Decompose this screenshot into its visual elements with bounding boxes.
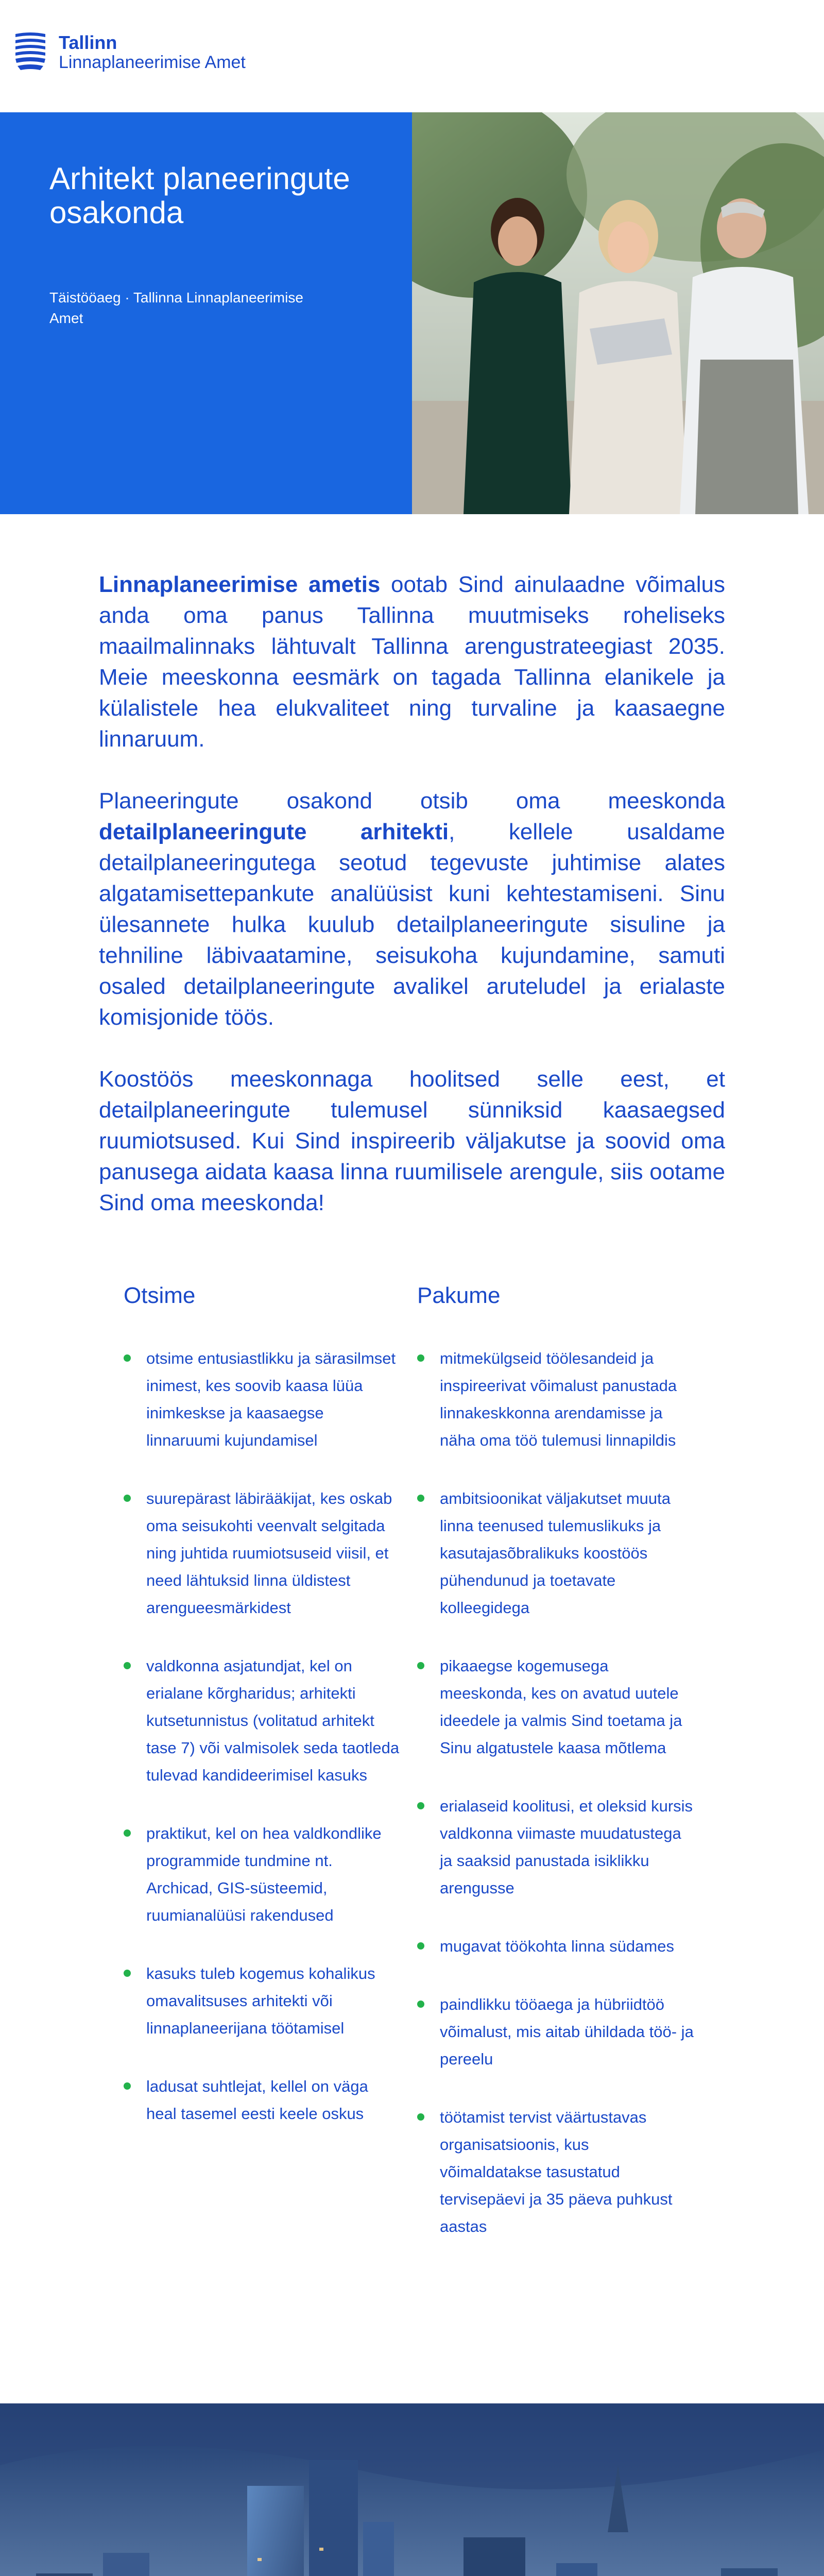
job-title: Arhitekt planeeringute osakonda [49, 161, 350, 230]
logo-line1: Tallinn [59, 32, 117, 53]
offer-list-item-text: töötamist tervist väärtustavas organisatsioonis, kus võimaldatakse tasustatud tervisepäevi ja 35 päeva puhkust aastas [440, 2108, 673, 2235]
bullet-dot-icon [417, 1802, 424, 1809]
seeking-heading: Otsime [124, 1283, 196, 1308]
bullet-dot-icon [417, 2001, 424, 2008]
offer-heading: Pakume [417, 1283, 501, 1308]
offer-list-item [417, 1792, 695, 1902]
seeking-list-item [124, 1960, 402, 2042]
offer-list-item-text: pikaaegse kogemusega meeskonda, kes on avatud uutele ideedele ja valmis Sind toetama ja Sinu algatustele kaasa mõtlema [440, 1657, 682, 1757]
intro-p2-start: Planeeringute osakond otsib oma meeskonda [99, 788, 725, 814]
offer-list-item-text: erialaseid koolitusi, et oleksid kursis valdkonna viimaste muudatustega ja saaksid panustada isiklikku arengusse [440, 1797, 693, 1897]
intro-paragraph-2 [99, 786, 725, 1033]
intro-paragraph-1 [99, 569, 725, 755]
bullet-dot-icon [417, 1662, 424, 1669]
intro-p1-bold: Linnaplaneerimise ametis [99, 572, 381, 597]
bullet-dot-icon [417, 1495, 424, 1502]
page-header [0, 0, 824, 112]
offer-list-item-text: mitmekülgseid töölesandeid ja inspireerivat võimalust panustada linnakeskkonna arendamisse ja näha oma töö tulemusi linnapildis [440, 1349, 677, 1449]
bullet-dot-icon [417, 1354, 424, 1362]
offer-list-item [417, 1652, 695, 1761]
intro-p1-text: ootab Sind ainulaadne võimalus anda oma panus Tallinna muutmiseks roheliseks maailmalinnaks lähtuvalt Tallinna arengustrateegiast 2035. Meie meeskonna eesmärk on tagada Tallinna elanikele ja külalistele hea elukvaliteet ning turvaline ja kaasaegne linnaruum. [99, 572, 725, 752]
offer-list-item [417, 1991, 695, 2073]
tallinn-skyline-photo [0, 2403, 824, 2576]
offer-column [417, 1283, 695, 2271]
seeking-list [124, 1345, 402, 2127]
seeking-list-item [124, 1652, 402, 1789]
seeking-list-item [124, 1345, 402, 1454]
seeking-list-item [124, 1820, 402, 1929]
job-subtitle: Täistööaeg · Tallinna Linnaplaneerimise Amet [49, 290, 303, 326]
offer-list [417, 1345, 695, 2240]
seeking-list-item-text: valdkonna asjatundjat, kel on erialane kõrgharidus; arhitekti kutsetunnistus (volitatud arhitekt tase 7) või valmisolek seda taotleda tulevad kandideerimisel kasuks [146, 1657, 400, 1784]
bullet-dot-icon [417, 1942, 424, 1950]
hero-section [0, 112, 824, 514]
team-photo [412, 112, 824, 514]
seeking-list-item-text: suurepärast läbirääkijat, kes oskab oma seisukohti veenvalt selgitada ning juhtida ruumiotsuseid viisil, et need lähtuksid linna üldistest arenguееsmärkidest [146, 1489, 392, 1617]
bullet-dot-icon [124, 1662, 131, 1669]
bullet-dot-icon [124, 1495, 131, 1502]
seeking-list-item [124, 2073, 402, 2127]
seeking-list-item-text: ladusat suhtlejat, kellel on väga heal tasemel eesti keele oskus [146, 2077, 368, 2123]
tallinn-crest-icon [14, 31, 46, 74]
seeking-list-item [124, 1485, 402, 1621]
hero-panel [0, 112, 412, 514]
seeking-column [124, 1283, 402, 2158]
offer-list-item [417, 1485, 695, 1621]
seeking-list-item-text: praktikut, kel on hea valdkondlike programmide tundmine nt. Archicad, GIS-süsteemid, ruumianalüüsi rakendused [146, 1824, 382, 1924]
offer-list-item [417, 1933, 695, 1960]
tallinn-logo[interactable] [14, 31, 246, 74]
intro-p2-text: , kellele usaldame detailplaneeringutega seotud tegevuste juhtimise alates algatamisettepankute analüüsist kuni kehtestamiseni. Sinu ülesannete hulka kuulub detailplaneeringute sisuline ja tehniline läbivaatamine, seisukoha kujundamine, samuti osaled detailplaneeringute avalikel aruteludel ja erialaste komisjonide töös. [99, 819, 725, 1030]
seeking-list-item-text: kasuks tuleb kogemus kohalikus omavalitsuses arhitekti või linnaplaneerijana töötamisel [146, 1964, 375, 2037]
bullet-dot-icon [124, 1829, 131, 1837]
bullet-dot-icon [124, 2082, 131, 2090]
bullet-dot-icon [124, 1354, 131, 1362]
offer-list-item-text: ambitsioonikat väljakutset muuta linna teenused tulemuslikuks ja kasutajasõbralikuks koostöös pühendunud ja toetavate kolleegidega [440, 1489, 671, 1617]
seeking-list-item-text: otsime entusiastlikku ja särasilmset inimest, kes soovib kaasa lüüa inimkeskse ja kaasaegse linnaruumi kujundamisel [146, 1349, 396, 1449]
bullet-dot-icon [417, 2113, 424, 2121]
offer-list-item [417, 1345, 695, 1454]
logo-line2: Linnaplaneerimise Amet [59, 53, 246, 72]
intro-p2-bold: detailplaneeringute arhitekti [99, 819, 449, 844]
intro-section [99, 569, 725, 1249]
offer-list-item [417, 2104, 695, 2240]
lists-section [124, 1283, 721, 2287]
intro-paragraph-3: Koostöös meeskonnaga hoolitsed selle eest, et detailplaneeringute tulemusel sünniksid kaasaegsed ruumiotsused. Kui Sind inspireerib väljakutse ja soovid oma panusega aidata kaasa linna ruumilisele arengule, siis ootame Sind oma meeskonda! [99, 1066, 725, 1215]
offer-list-item-text: mugavat töökohta linna südames [440, 1937, 674, 1955]
bullet-dot-icon [124, 1970, 131, 1977]
offer-list-item-text: paindlikku tööaega ja hübriidtöö võimalust, mis aitab ühildada töö- ja pereelu [440, 1995, 694, 2068]
